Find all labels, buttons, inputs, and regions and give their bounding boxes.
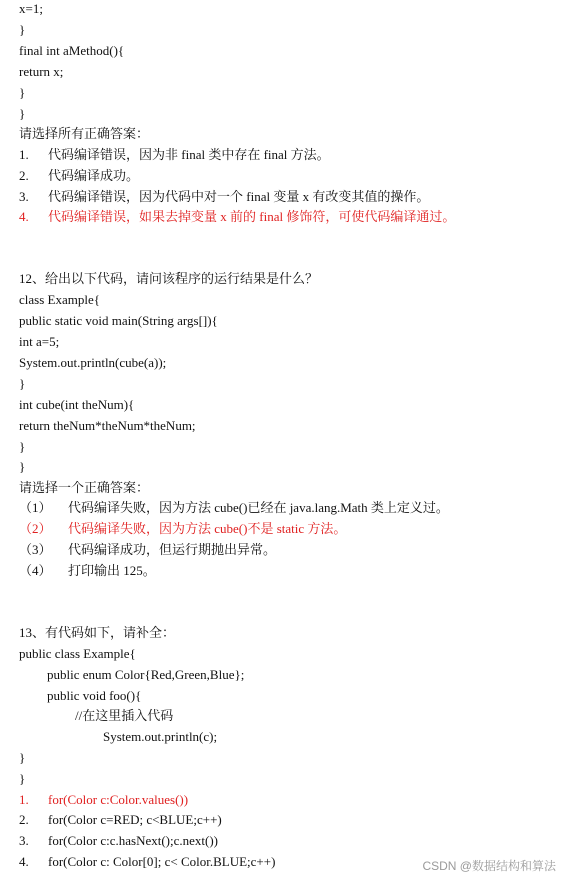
option-number: （3） <box>19 542 52 557</box>
answer-option <box>19 812 222 828</box>
code-line: } <box>19 85 26 100</box>
code-line: } <box>19 376 26 391</box>
option-text: 代码编译错误，因为非 final 类中存在 final 方法。 <box>48 147 330 162</box>
option-number: 4. <box>19 854 29 869</box>
option-text: 代码编译成功，但运行期抛出异常。 <box>68 542 277 557</box>
code-line: int cube(int theNum){ <box>19 397 135 412</box>
code-line: final int aMethod(){ <box>19 43 125 58</box>
code-line: return theNum*theNum*theNum; <box>19 418 196 433</box>
option-text: for(Color c:Color.values()) <box>48 792 189 807</box>
code-line: class Example{ <box>19 292 100 307</box>
code-comment: //在这里插入代码 <box>75 708 174 723</box>
answer-option <box>19 542 276 558</box>
answer-option <box>19 147 330 163</box>
answer-option <box>19 500 449 516</box>
answer-option <box>19 168 139 184</box>
option-number: 1. <box>19 147 29 162</box>
csdn-watermark: CSDN @数据结构和算法 <box>422 859 556 873</box>
answer-option <box>19 563 156 579</box>
code-line: public class Example{ <box>19 646 136 661</box>
answer-option <box>19 189 429 205</box>
code-line: return x; <box>19 64 64 79</box>
code-line: public static void main(String args[]){ <box>19 313 218 328</box>
option-number: （1） <box>19 500 52 515</box>
answer-option <box>19 854 275 870</box>
answer-option-correct <box>19 209 455 225</box>
option-text: 代码编译错误，如果去掉变量 x 前的 final 修饰符，可使代码编译通过。 <box>48 209 456 224</box>
question-title: 13、有代码如下，请补全： <box>19 625 176 640</box>
code-line: System.out.println(c); <box>103 729 218 744</box>
code-line: } <box>19 439 26 454</box>
option-text: 代码编译失败，因为方法 cube()已经在 java.lang.Math 类上定义过。 <box>68 500 449 515</box>
answer-option-correct <box>19 521 346 537</box>
option-number: 2. <box>19 812 29 827</box>
code-line: x=1; <box>19 1 43 16</box>
answer-prompt: 请选择一个正确答案： <box>19 480 150 495</box>
option-text: 代码编译错误，因为代码中对一个 final 变量 x 有改变其值的操作。 <box>48 189 430 204</box>
option-text: for(Color c:c.hasNext();c.next()) <box>48 833 219 848</box>
option-number: （4） <box>19 563 52 578</box>
code-line: public enum Color{Red,Green,Blue}; <box>47 667 245 682</box>
code-line: } <box>19 750 26 765</box>
code-line: } <box>19 106 26 121</box>
answer-option <box>19 833 218 849</box>
option-number: 3. <box>19 189 29 204</box>
option-text: 代码编译成功。 <box>48 168 140 183</box>
answer-prompt: 请选择所有正确答案： <box>19 126 150 141</box>
option-text: 代码编译失败，因为方法 cube()不是 static 方法。 <box>68 521 347 536</box>
option-number: 4. <box>19 209 29 224</box>
code-line: System.out.println(cube(a)); <box>19 355 167 370</box>
option-number: 1. <box>19 792 29 807</box>
option-text: for(Color c: Color[0]; c< Color.BLUE;c++) <box>48 854 276 869</box>
code-line: } <box>19 459 26 474</box>
code-line: } <box>19 22 26 37</box>
answer-option-correct <box>19 792 188 808</box>
option-text: for(Color c=RED; c<BLUE;c++) <box>48 812 222 827</box>
code-line: public void foo(){ <box>47 688 142 703</box>
option-text: 打印输出 125。 <box>68 563 156 578</box>
code-line: int a=5; <box>19 334 60 349</box>
option-number: 3. <box>19 833 29 848</box>
question-title: 12、给出以下代码，请问该程序的运行结果是什么？ <box>19 271 319 286</box>
option-number: 2. <box>19 168 29 183</box>
option-number: （2） <box>19 521 52 536</box>
code-line: } <box>19 771 26 786</box>
